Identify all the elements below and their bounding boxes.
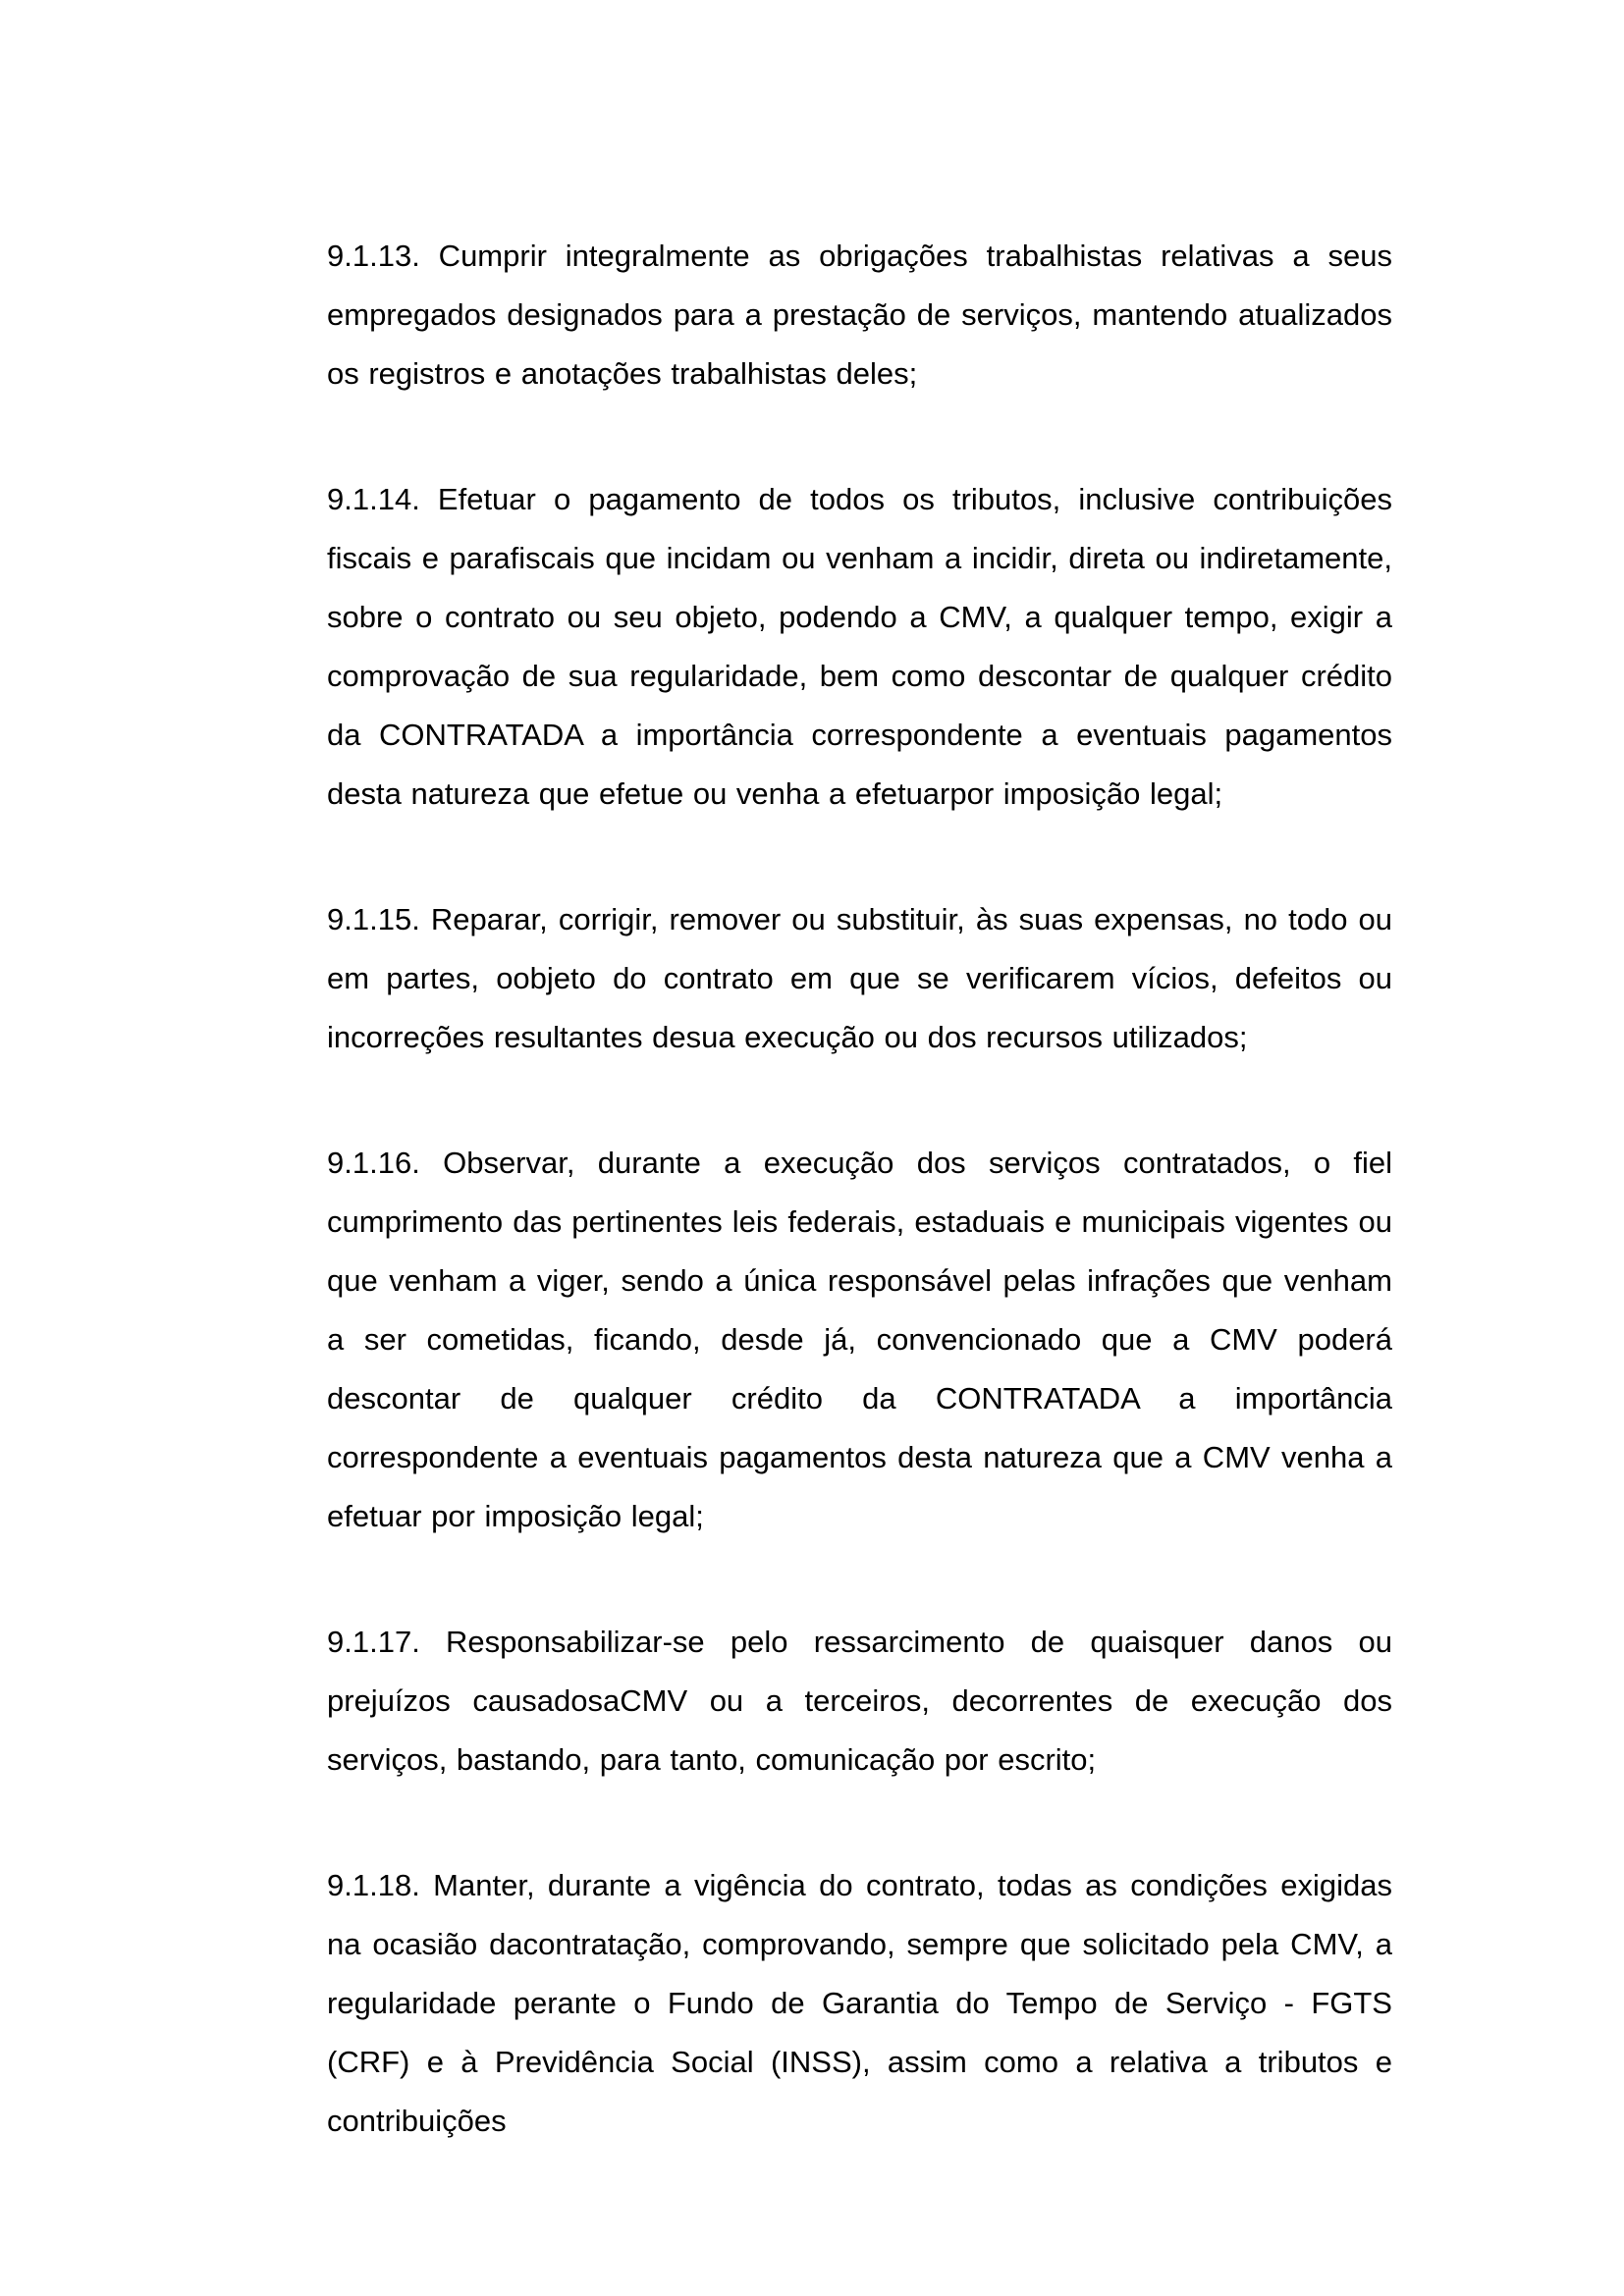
paragraph-9-1-15: 9.1.15. Reparar, corrigir, remover ou substituir, às suas expensas, no todo ou em partes, oobjeto do contrato em que se verificarem vícios, defeitos ou incorreções resultantes desua execução ou dos recursos utilizados; xyxy=(327,902,1392,1054)
paragraph-9-1-18: 9.1.18. Manter, durante a vigência do contrato, todas as condições exigidas na ocasião dacontratação, comprovando, sempre que solicitado pela CMV, a regularidade perante o Fundo de Garantia do Tempo de Serviço - FGTS (CRF) e à Previdência Social (INSS), assim como a relativa a tributos e contribuições xyxy=(327,1868,1392,2138)
contract-clauses-text-block xyxy=(327,227,1392,2151)
paragraph-9-1-13: 9.1.13. Cumprir integralmente as obrigações trabalhistas relativas a seus empregados designados para a prestação de serviços, mantendo atualizados os registros e anotações trabalhistas deles; xyxy=(327,239,1392,391)
paragraph-9-1-16: 9.1.16. Observar, durante a execução dos serviços contratados, o fiel cumprimento das pertinentes leis federais, estaduais e municipais vigentes ou que venham a viger, sendo a única responsável pelas infrações que venham a ser cometidas, ficando, desde já, convencionado que a CMV poderá descontar de qualquer crédito da CONTRATADA a importância correspondente a eventuais pagamentos desta natureza que a CMV venha a efetuar por imposição legal; xyxy=(327,1146,1392,1533)
paragraph-9-1-14: 9.1.14. Efetuar o pagamento de todos os tributos, inclusive contribuições fiscais e parafiscais que incidam ou venham a incidir, direta ou indiretamente, sobre o contrato ou seu objeto, podendo a CMV, a qualquer tempo, exigir a comprovação de sua regularidade, bem como descontar de qualquer crédito da CONTRATADA a importância correspondente a eventuais pagamentos desta natureza que efetue ou venha a efetuarpor imposição legal; xyxy=(327,482,1392,811)
paragraph-9-1-17: 9.1.17. Responsabilizar-se pelo ressarcimento de quaisquer danos ou prejuízos causadosaCMV ou a terceiros, decorrentes de execução dos serviços, bastando, para tanto, comunicação por escrito; xyxy=(327,1625,1392,1777)
